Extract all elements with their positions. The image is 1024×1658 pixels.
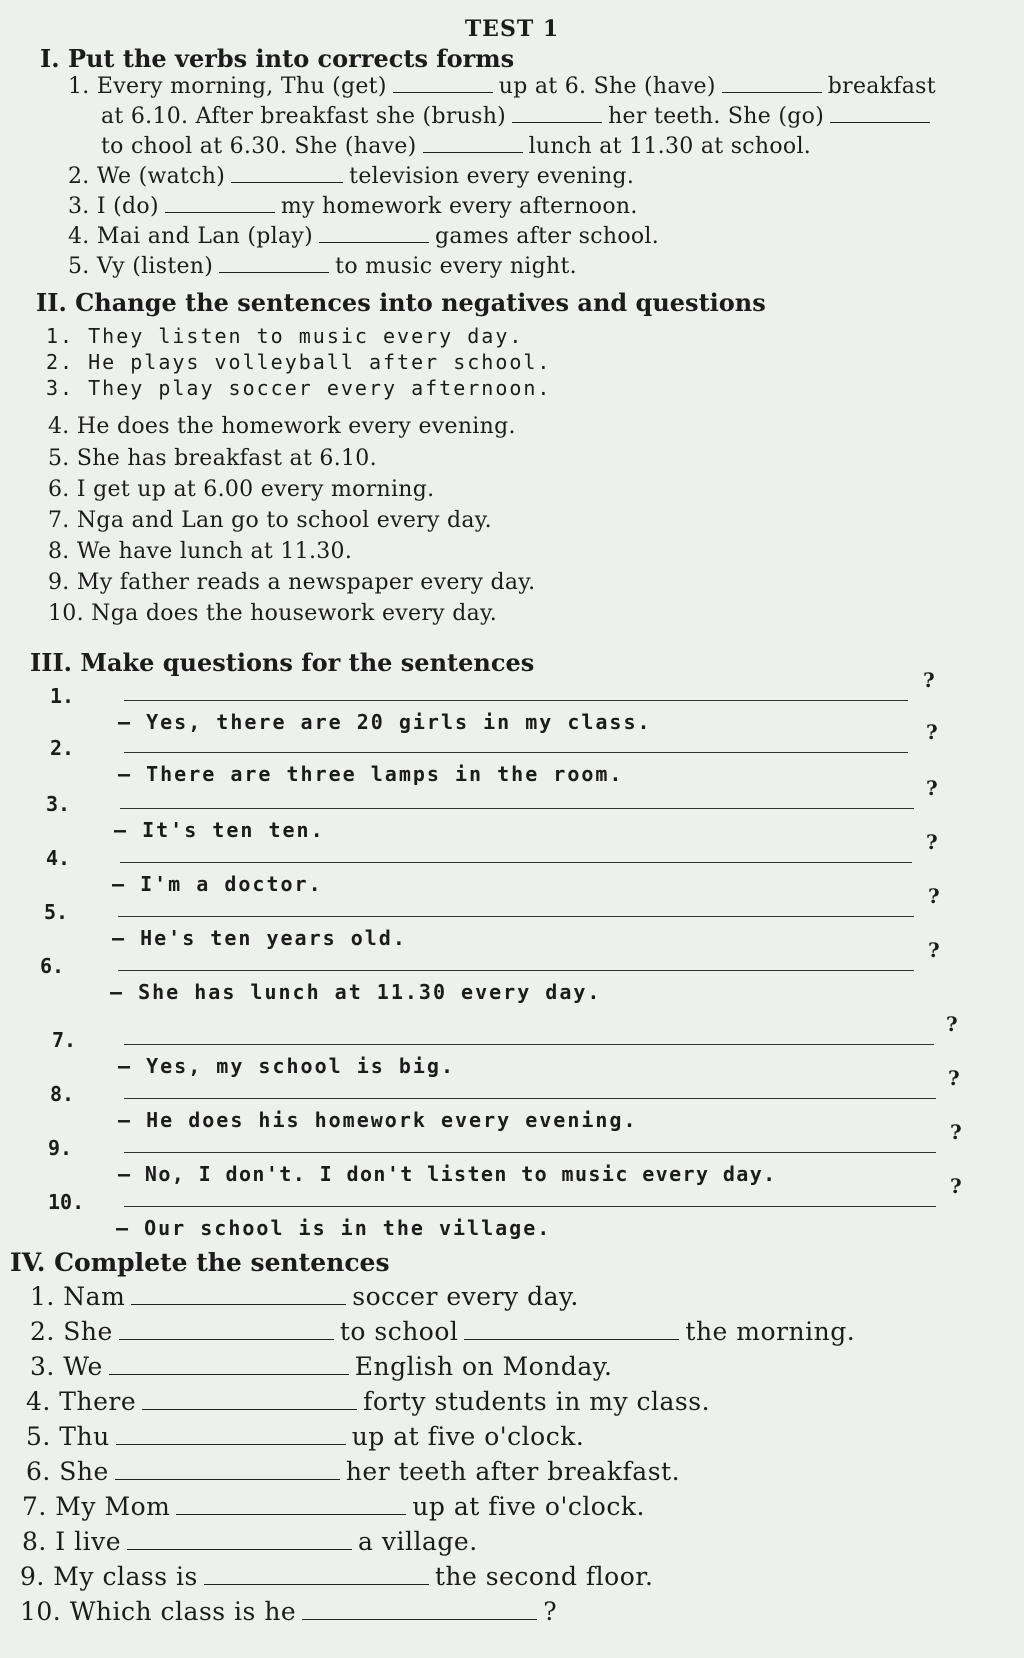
s4-item — [22, 1492, 645, 1521]
s4-item — [30, 1352, 613, 1381]
s4-item — [26, 1387, 710, 1416]
s1-item1-text-b: up at 6. She (have) — [498, 74, 716, 99]
section1-heading: I. Put the verbs into corrects forms — [40, 44, 515, 73]
s4-text-b: forty students in my class. — [363, 1387, 711, 1416]
s1-item1-text-c: breakfast — [827, 74, 936, 99]
q-number: 2. — [50, 736, 75, 760]
s4-text-b: a village. — [358, 1527, 478, 1556]
q-given-answer: – Yes, there are 20 girls in my class. — [118, 710, 652, 734]
question-mark: ? — [928, 938, 940, 962]
q-number: 9. — [48, 1136, 73, 1160]
q-given-answer: – It's ten ten. — [114, 818, 325, 842]
s4-text-b: ? — [543, 1597, 558, 1626]
section3-heading: III. Make questions for the sentences — [30, 648, 535, 677]
answer-blank[interactable] — [142, 1391, 357, 1410]
s1-item1-text-e: her teeth. She (go) — [608, 104, 825, 129]
s4-text-b: her teeth after breakfast. — [345, 1457, 681, 1486]
s1-item1-text-g: lunch at 11.30 at school. — [528, 134, 812, 159]
s4-item — [26, 1457, 680, 1486]
section4-heading: IV. Complete the sentences — [10, 1248, 390, 1277]
question-answer-line[interactable] — [124, 700, 908, 701]
question-answer-line[interactable] — [124, 1152, 936, 1153]
q-given-answer: – No, I don't. I don't listen to music every day. — [118, 1162, 777, 1186]
section2-heading: II. Change the sentences into negatives and questions — [36, 288, 766, 317]
s4-text-a: 1. Nam — [30, 1282, 126, 1311]
question-mark: ? — [928, 884, 940, 908]
question-mark: ? — [950, 1120, 962, 1144]
question-answer-line[interactable] — [124, 1098, 936, 1099]
s4-text-b: the second floor. — [434, 1562, 654, 1591]
answer-blank[interactable] — [127, 1531, 352, 1550]
s4-text-b: soccer every day. — [352, 1282, 579, 1311]
s1-item-text-a: 2. We (watch) — [68, 164, 226, 189]
s2-item: 5. She has breakfast at 6.10. — [48, 446, 377, 471]
s4-text-a: 5. Thu — [26, 1422, 110, 1451]
answer-blank[interactable] — [204, 1566, 429, 1585]
answer-blank[interactable] — [131, 1286, 346, 1305]
s1-item — [68, 194, 638, 219]
s4-item — [30, 1282, 579, 1311]
s1-item-text-a: 4. Mai and Lan (play) — [68, 224, 314, 249]
q-number: 8. — [50, 1082, 75, 1106]
s4-text-a: 2. She — [30, 1317, 113, 1346]
question-mark: ? — [946, 1012, 958, 1036]
s1-item-text-b: to music every night. — [335, 254, 577, 279]
question-answer-line[interactable] — [124, 752, 908, 753]
s1-item-text-b: my homework every afternoon. — [280, 194, 638, 219]
s2-item: 7. Nga and Lan go to school every day. — [48, 508, 492, 533]
q-number: 5. — [44, 900, 69, 924]
s4-text-c: the morning. — [685, 1317, 856, 1346]
s2-item: 4. He does the homework every evening. — [48, 414, 516, 439]
q-number: 1. — [50, 684, 75, 708]
s1-item — [68, 224, 659, 249]
s4-text-a: 10. Which class is he — [20, 1597, 297, 1626]
answer-blank[interactable] — [512, 104, 602, 123]
q-given-answer: – There are three lamps in the room. — [118, 762, 624, 786]
s2-item: 3. They play soccer every afternoon. — [46, 376, 552, 400]
s4-text-a: 7. My Mom — [22, 1492, 171, 1521]
q-number: 4. — [46, 846, 71, 870]
s1-item-text-a: 5. Vy (listen) — [68, 254, 214, 279]
s4-item — [22, 1527, 478, 1556]
s1-item1-text-f: to chool at 6.30. She (have) — [101, 134, 417, 159]
s1-item-text-b: games after school. — [435, 224, 660, 249]
s4-item — [30, 1317, 855, 1346]
question-answer-line[interactable] — [124, 1206, 936, 1207]
question-mark: ? — [926, 720, 938, 744]
answer-blank[interactable] — [165, 194, 275, 213]
answer-blank[interactable] — [116, 1426, 346, 1445]
answer-blank[interactable] — [115, 1461, 340, 1480]
s4-text-b: up at five o'clock. — [412, 1492, 645, 1521]
question-mark: ? — [950, 1174, 962, 1198]
answer-blank[interactable] — [219, 254, 329, 273]
question-mark: ? — [948, 1066, 960, 1090]
q-given-answer: – Yes, my school is big. — [118, 1054, 455, 1078]
s2-item: 6. I get up at 6.00 every morning. — [48, 477, 435, 502]
s1-item — [68, 254, 577, 279]
question-answer-line[interactable] — [118, 970, 914, 971]
q-number: 10. — [48, 1190, 85, 1214]
s1-item-text-b: television every evening. — [349, 164, 635, 189]
s1-item1-text-a: 1. Every morning, Thu (get) — [68, 74, 387, 99]
s1-item1-line2 — [101, 104, 936, 129]
answer-blank[interactable] — [231, 164, 343, 183]
question-answer-line[interactable] — [118, 916, 914, 917]
s1-item — [68, 164, 634, 189]
s1-item1-text-d: at 6.10. After breakfast she (brush) — [101, 104, 507, 129]
s1-item1-line1 — [68, 74, 936, 99]
s4-text-b: to school — [339, 1317, 459, 1346]
answer-blank[interactable] — [830, 104, 930, 123]
s4-text-b: up at five o'clock. — [351, 1422, 585, 1451]
answer-blank[interactable] — [319, 224, 429, 243]
s2-item: 1. They listen to music every day. — [46, 324, 524, 348]
answer-blank[interactable] — [119, 1321, 334, 1340]
question-answer-line[interactable] — [124, 1044, 934, 1045]
s4-item — [20, 1597, 557, 1626]
s1-item-text-a: 3. I (do) — [68, 194, 159, 219]
question-mark: ? — [926, 830, 938, 854]
s2-item: 9. My father reads a newspaper every day. — [48, 570, 536, 595]
page-title: TEST 1 — [464, 16, 560, 42]
s4-text-a: 4. There — [26, 1387, 137, 1416]
answer-blank[interactable] — [302, 1601, 537, 1620]
q-number: 7. — [52, 1028, 77, 1052]
s4-text-a: 9. My class is — [20, 1562, 198, 1591]
question-answer-line[interactable] — [120, 862, 912, 863]
q-number: 3. — [46, 792, 71, 816]
answer-blank[interactable] — [722, 74, 822, 93]
answer-blank[interactable] — [176, 1496, 406, 1515]
q-number: 6. — [40, 954, 65, 978]
answer-blank[interactable] — [109, 1356, 349, 1375]
s2-item: 8. We have lunch at 11.30. — [48, 539, 353, 564]
q-given-answer: – Our school is in the village. — [116, 1216, 552, 1240]
answer-blank[interactable] — [393, 74, 493, 93]
s1-item1-line3 — [101, 134, 811, 159]
question-mark: ? — [923, 668, 935, 692]
s4-text-a: 3. We — [30, 1352, 103, 1381]
s4-text-b: English on Monday. — [354, 1352, 613, 1381]
q-given-answer: – She has lunch at 11.30 every day. — [110, 980, 602, 1004]
s4-text-a: 6. She — [26, 1457, 109, 1486]
s4-item — [20, 1562, 653, 1591]
answer-blank[interactable] — [464, 1321, 679, 1340]
q-given-answer: – I'm a doctor. — [112, 872, 323, 896]
question-mark: ? — [926, 776, 938, 800]
q-given-answer: – He does his homework every evening. — [118, 1108, 638, 1132]
s2-item: 2. He plays volleyball after school. — [46, 350, 552, 374]
s4-item — [26, 1422, 584, 1451]
answer-blank[interactable] — [423, 134, 523, 153]
question-answer-line[interactable] — [120, 808, 914, 809]
s4-text-a: 8. I live — [22, 1527, 122, 1556]
q-given-answer: – He's ten years old. — [112, 926, 407, 950]
s2-item: 10. Nga does the housework every day. — [48, 601, 498, 626]
